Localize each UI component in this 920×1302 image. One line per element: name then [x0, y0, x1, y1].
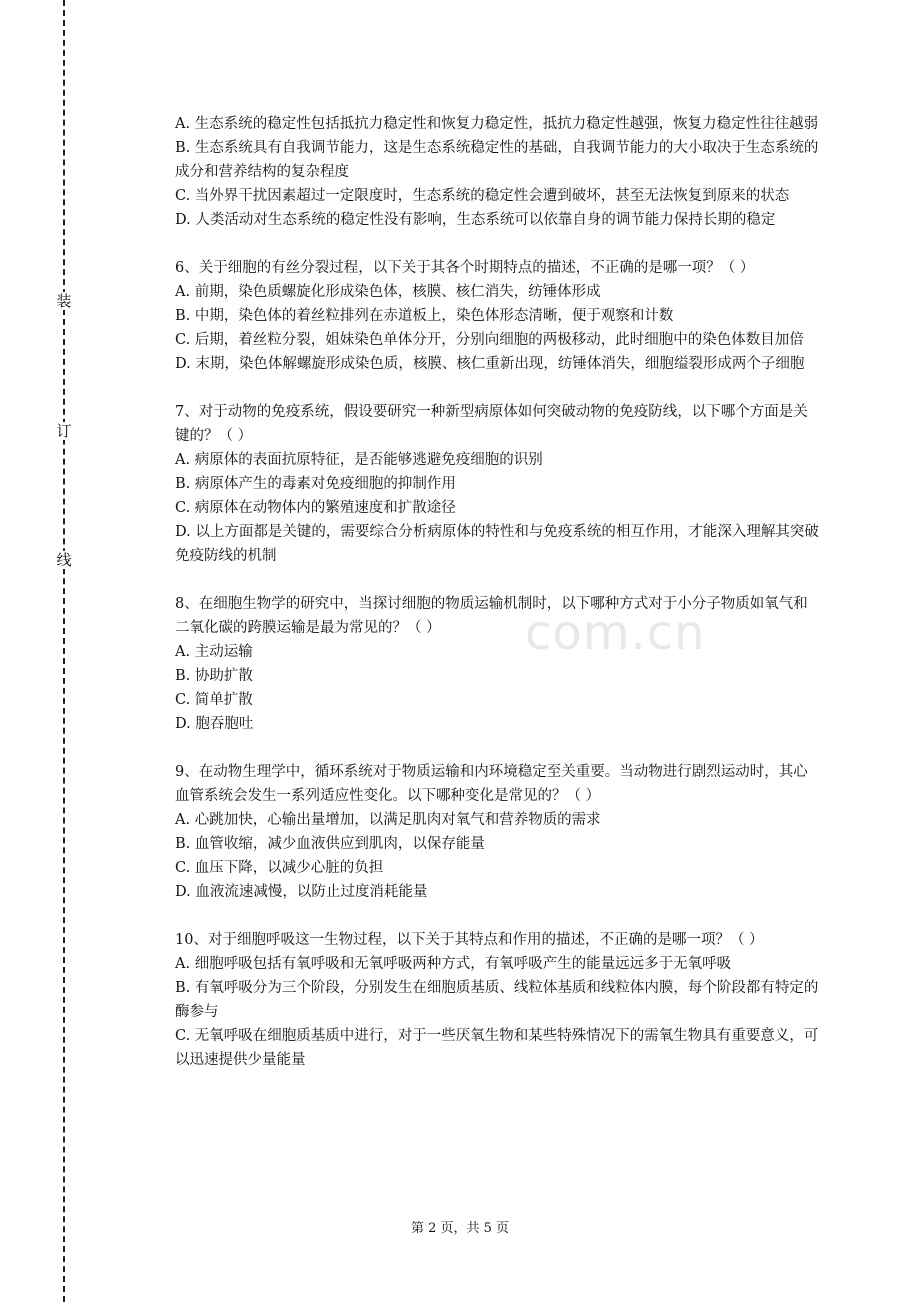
answer-option: C. 血压下降，以减少心脏的负担	[175, 860, 384, 876]
question-stem: 9、在动物生理学中，循环系统对于物质运输和内环境稳定至关重要。当动物进行剧烈运动时，其心血管系统会发生一系列适应性变化。以下哪种变化是常见的？（ ）	[175, 764, 808, 804]
answer-option: C. 简单扩散	[175, 692, 253, 708]
binding-label-zhuang: 装	[56, 292, 72, 310]
question-block	[175, 256, 820, 376]
question-stem: 10、对于细胞呼吸这一生物过程，以下关于其特点和作用的描述，不正确的是哪一项？（ ）	[175, 932, 764, 948]
question-block	[175, 592, 820, 736]
answer-option: D. 末期，染色体解螺旋形成染色质，核膜、核仁重新出现，纺锤体消失，细胞缢裂形成两个子细胞	[175, 356, 805, 372]
answer-option: A. 前期，染色质螺旋化形成染色体，核膜、核仁消失，纺锤体形成	[175, 284, 601, 300]
answer-option: C. 无氧呼吸在细胞质基质中进行，对于一些厌氧生物和某些特殊情况下的需氧生物具有重要意义，可以迅速提供少量能量	[175, 1028, 819, 1068]
answer-option: D. 血液流速减慢，以防止过度消耗能量	[175, 884, 428, 900]
answer-option: B. 中期，染色体的着丝粒排列在赤道板上，染色体形态清晰，便于观察和计数	[175, 308, 674, 324]
page-footer: 第 2 页，共 5 页	[410, 1221, 510, 1236]
question-stem: 6、关于细胞的有丝分裂过程，以下关于其各个时期特点的描述，不正确的是哪一项？（ ）	[175, 260, 755, 276]
answer-option: A. 心跳加快，心输出量增加，以满足肌肉对氧气和营养物质的需求	[175, 812, 601, 828]
answer-option: D. 人类活动对生态系统的稳定性没有影响，生态系统可以依靠自身的调节能力保持长期的稳定	[175, 212, 776, 228]
question-list	[175, 112, 820, 1096]
question-block	[175, 400, 820, 568]
question-stem: 7、对于动物的免疫系统，假设要研究一种新型病原体如何突破动物的免疫防线，以下哪个方面是关键的？（ ）	[175, 404, 808, 444]
answer-option: B. 血管收缩，减少血液供应到肌肉，以保存能量	[175, 836, 485, 852]
answer-option: C. 当外界干扰因素超过一定限度时，生态系统的稳定性会遭到破坏，甚至无法恢复到原来的状态	[175, 188, 790, 204]
binding-dashed-line	[63, 0, 65, 1302]
binding-label-ding: 订	[56, 422, 72, 440]
answer-option: C. 病原体在动物体内的繁殖速度和扩散途径	[175, 500, 456, 516]
answer-option: C. 后期，着丝粒分裂，姐妹染色单体分开，分别向细胞的两极移动，此时细胞中的染色体数目加倍	[175, 332, 804, 348]
question-block	[175, 760, 820, 904]
answer-option: D. 胞吞胞吐	[175, 716, 254, 732]
watermark: com.cn	[525, 605, 706, 661]
question-block	[175, 928, 820, 1072]
answer-option: A. 病原体的表面抗原特征，是否能够逃避免疫细胞的识别	[175, 452, 543, 468]
answer-option: A. 生态系统的稳定性包括抵抗力稳定性和恢复力稳定性，抵抗力稳定性越强，恢复力稳定性往往越弱	[175, 116, 819, 132]
binding-label-xian: 线	[56, 551, 72, 569]
answer-option: B. 有氧呼吸分为三个阶段，分别发生在细胞质基质、线粒体基质和线粒体内膜，每个阶段都有特定的酶参与	[175, 980, 819, 1020]
answer-option: B. 协助扩散	[175, 668, 253, 684]
question-stem: 8、在细胞生物学的研究中，当探讨细胞的物质运输机制时，以下哪种方式对于小分子物质如氧气和二氧化碳的跨膜运输是最为常见的？（ ）	[175, 596, 808, 636]
question-block	[175, 112, 820, 232]
answer-option: A. 细胞呼吸包括有氧呼吸和无氧呼吸两种方式，有氧呼吸产生的能量远远多于无氧呼吸	[175, 956, 732, 972]
answer-option: A. 主动运输	[175, 644, 253, 660]
answer-option: B. 病原体产生的毒素对免疫细胞的抑制作用	[175, 476, 456, 492]
answer-option: D. 以上方面都是关键的，需要综合分析病原体的特性和与免疫系统的相互作用，才能深入理解其突破免疫防线的机制	[175, 524, 819, 564]
answer-option: B. 生态系统具有自我调节能力，这是生态系统稳定性的基础，自我调节能力的大小取决于生态系统的成分和营养结构的复杂程度	[175, 140, 819, 180]
